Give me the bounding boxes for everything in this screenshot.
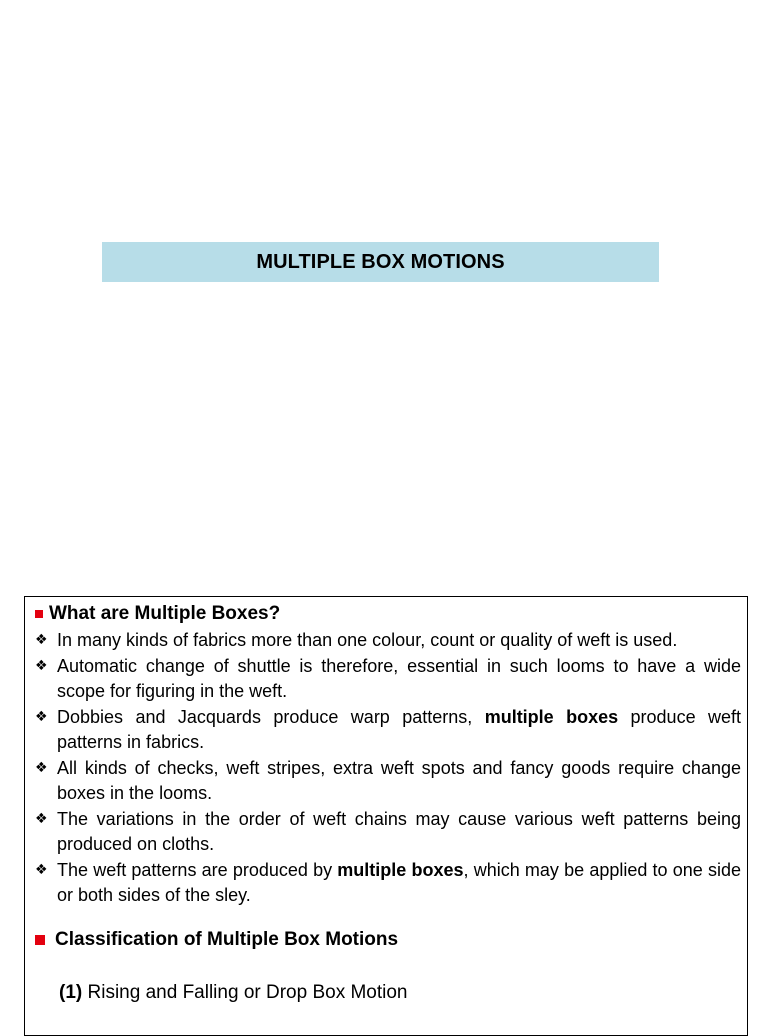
page-title: MULTIPLE BOX MOTIONS xyxy=(256,250,505,273)
diamond-bullet-icon: ❖ xyxy=(35,632,48,648)
classification-heading-text: Classification of Multiple Box Motions xyxy=(55,928,399,950)
bullet-text-segment: Dobbies and Jacquards produce warp patterns, xyxy=(57,706,485,727)
classification-item xyxy=(59,981,741,1005)
bullet-text-segment: All kinds of checks, weft stripes, extra weft spots and fancy goods require change boxes in the looms. xyxy=(57,757,741,803)
bullet-text-segment: The variations in the order of weft chains may cause various weft patterns being produced on cloths. xyxy=(57,808,741,854)
section-heading-classification xyxy=(35,929,741,951)
red-square-bullet-icon xyxy=(35,935,45,945)
bullet-text-bold: multiple boxes xyxy=(484,706,619,727)
diamond-bullet-icon: ❖ xyxy=(35,810,48,827)
section-heading-what-are-multiple-boxes xyxy=(35,603,741,625)
list-item xyxy=(35,705,741,756)
red-square-bullet-icon xyxy=(35,610,43,618)
bullet-text xyxy=(57,858,741,909)
bullet-list xyxy=(35,628,741,909)
list-item xyxy=(35,807,741,858)
classification-item-number: (1) xyxy=(59,981,83,1003)
title-bar xyxy=(102,242,659,282)
diamond-bullet-icon: ❖ xyxy=(35,657,48,674)
content-box xyxy=(24,596,748,1036)
bullet-text xyxy=(57,705,741,756)
bullet-text-segment: In many kinds of fabrics more than one colour, count or quality of weft is used. xyxy=(57,630,678,650)
bullet-text-segment: , which may be applied to one side or both sides of the sley. xyxy=(57,859,741,905)
list-item xyxy=(35,654,741,705)
bullet-text-segment: Automatic change of shuttle is therefore, essential in such looms to have a wide scope for figuring in the weft. xyxy=(57,655,741,701)
bullet-text xyxy=(57,628,741,654)
bullet-text xyxy=(57,756,741,807)
section-heading-text: What are Multiple Boxes? xyxy=(49,603,281,624)
diamond-bullet-icon: ❖ xyxy=(35,708,48,725)
diamond-bullet-icon: ❖ xyxy=(35,759,48,776)
list-item xyxy=(35,756,741,807)
list-item xyxy=(35,858,741,909)
diamond-bullet-icon: ❖ xyxy=(35,861,48,878)
list-item xyxy=(35,628,741,654)
bullet-text-segment: The weft patterns are produced by xyxy=(57,859,338,880)
bullet-text-bold: multiple boxes xyxy=(337,859,464,880)
classification-item-label: Rising and Falling or Drop Box Motion xyxy=(87,981,408,1003)
bullet-text xyxy=(57,654,741,705)
bullet-text xyxy=(57,807,741,858)
bullet-text-segment: produce weft patterns in fabrics. xyxy=(57,706,742,752)
